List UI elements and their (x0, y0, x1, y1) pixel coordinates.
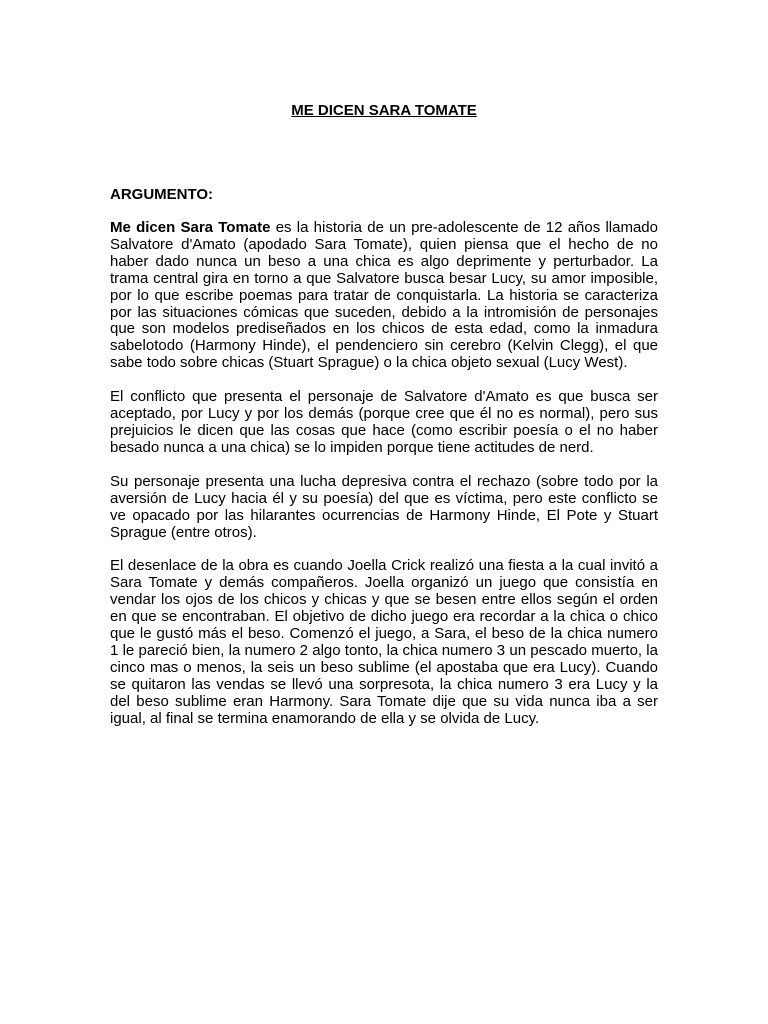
section-heading: ARGUMENTO: (110, 186, 214, 203)
document-title: ME DICEN SARA TOMATE (291, 102, 477, 119)
book-title-lead: Me dicen Sara Tomate (110, 219, 271, 236)
paragraph-ending: El desenlace de la obra es cuando Joella Crick realizó una fiesta a la cual invitó a Sara Tomate y demás compañeros. Joella organizó un juego que consistía en vendar los ojos de los chicos y chicas y que se besen entre ellos según el orden en que se encontraban. El objetivo de dicho juego era recordar a la chica o chico que le gustó más el beso. Comenzó el juego, a Sara, el beso de la chica numero 1 le pareció bien, la numero 2 algo tonto, la chica numero 3 un pescado muerto, la cinco mas o menos, la seis un beso sublime (el apostaba que era Lucy). Cuando se quitaron las vendas se llevó una sorpresota, la chica numero 3 era Lucy y la del beso sublime eran Harmony. Sara Tomate dije que su vida nunca iba a ser igual, al final se termina enamorando de ella y se olvida de Lucy. (110, 557, 658, 727)
document-body (110, 185, 658, 744)
paragraph-character: Su personaje presenta una lucha depresiva contra el rechazo (sobre todo por la aversión de Lucy hacia él y su poesía) del que es víctima, pero este conflicto se ve opacado por las hilarantes ocurrencias de Harmony Hinde, El Pote y Stuart Sprague (entre otros). (110, 472, 658, 541)
paragraph-conflict: El conflicto que presenta el personaje de Salvatore d'Amato es que busca ser aceptado, por Lucy y por los demás (porque cree que él no es normal), pero sus prejuicios le dicen que las cosas que hace (como escribir poesía o el no haber besado nunca a una chica) se lo impiden porque tiene actitudes de nerd. (110, 388, 658, 456)
paragraph-synopsis (110, 220, 658, 372)
paragraph-synopsis-text: es la historia de un pre-adolescente de 12 años llamado Salvatore d'Amato (apodado Sara Tomate), quien piensa que el hecho de no haber dado nunca un beso a una chica es algo deprimente y perturbador. La trama central gira en torno a que Salvatore busca besar Lucy, su amor imposible, por lo que escribe poemas para tratar de conquistarla. La historia se caracteriza por las situaciones cómicas que suceden, debido a la intromisión de personajes que son modelos prediseñados en los chicos de esta edad, como la inmadura sabelotodo (Harmony Hinde), el pendenciero sin cerebro (Kelvin Clegg), el que sabe todo sobre chicas (Stuart Sprague) o la chica objeto sexual (Lucy West). (110, 219, 658, 372)
